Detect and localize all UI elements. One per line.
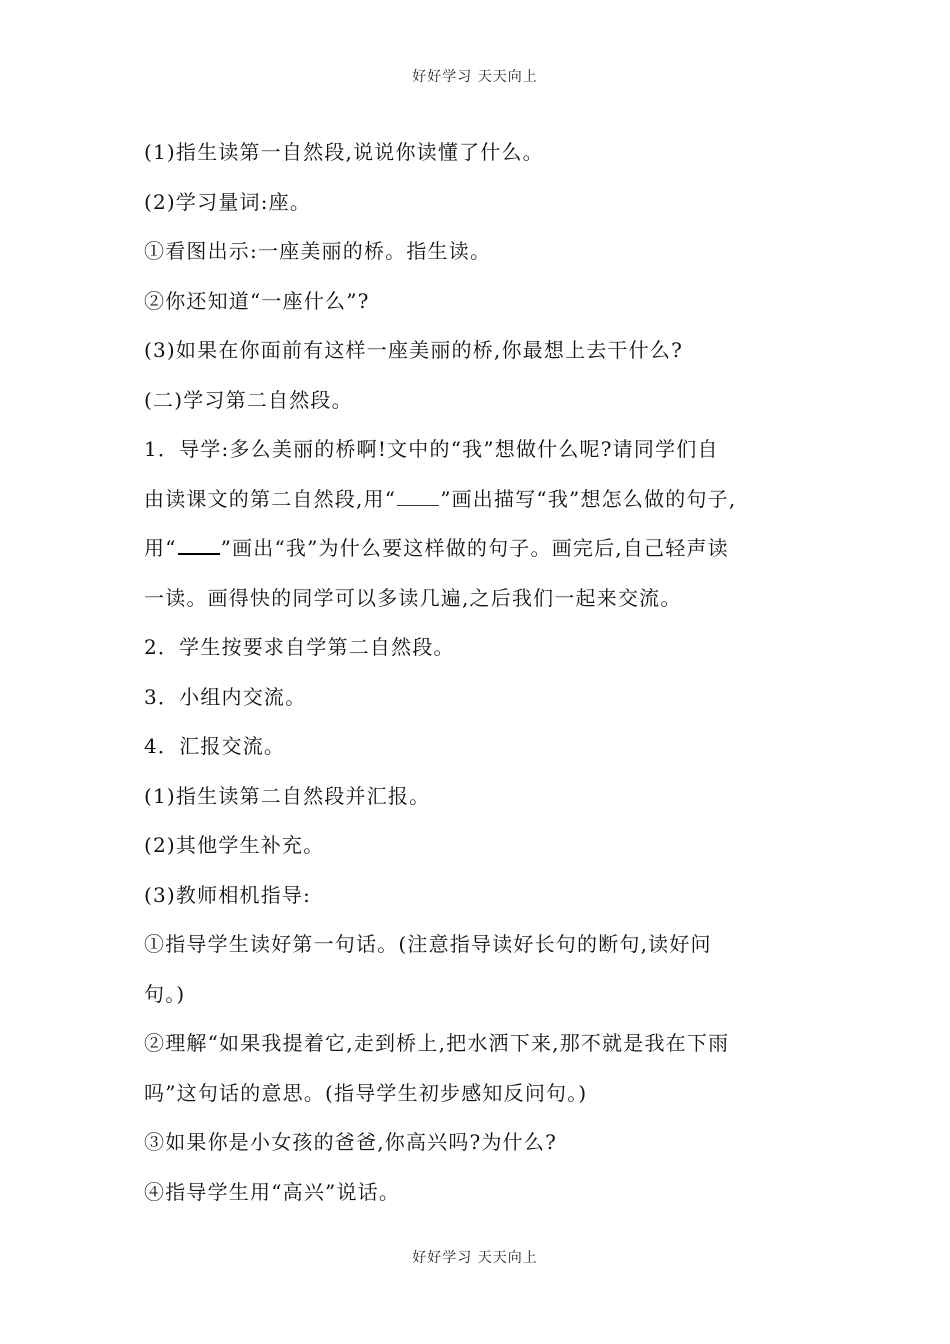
text-line: ②理解“如果我提着它,走到桥上,把水洒下来,那不就是我在下雨 bbox=[144, 1031, 730, 1055]
text-line: (3)教师相机指导: bbox=[144, 882, 312, 907]
text-line: (1)指生读第二自然段并汇报。 bbox=[144, 783, 431, 808]
text-line: 3．小组内交流。 bbox=[144, 684, 307, 709]
document-body bbox=[144, 132, 824, 1221]
section-heading: (二)学习第二自然段。 bbox=[144, 387, 353, 412]
text-line: 一读。画得快的同学可以多读几遍,之后我们一起来交流。 bbox=[144, 585, 682, 610]
text-line: 句。) bbox=[144, 981, 186, 1006]
text-line: (1)指生读第一自然段,说说你读懂了什么。 bbox=[144, 140, 544, 164]
page-header: 好好学习 天天向上 bbox=[412, 69, 538, 85]
text-segment: ”画出描写“我”想怎么做的句子, bbox=[440, 486, 737, 511]
text-line: 1．导学:多么美丽的桥啊!文中的“我”想做什么呢?请同学们自 bbox=[144, 437, 719, 461]
text-line: (3)如果在你面前有这样一座美丽的桥,你最想上去干什么? bbox=[144, 338, 684, 362]
text-line: (2)其他学生补充。 bbox=[144, 833, 325, 857]
text-segment: 用“ bbox=[144, 536, 177, 560]
text-line: ①指导学生读好第一句话。(注意指导读好长句的断句,读好问 bbox=[144, 932, 712, 956]
text-line: (2)学习量词:座。 bbox=[144, 189, 312, 214]
text-segment: ”画出“我”为什么要这样做的句子。画完后,自己轻声读 bbox=[220, 536, 729, 560]
underline-blank bbox=[397, 485, 439, 506]
text-line: ①看图出示:一座美丽的桥。指生读。 bbox=[144, 239, 492, 263]
text-segment: 由读课文的第二自然段,用“ bbox=[144, 486, 397, 511]
text-line: 吗”这句话的意思。(指导学生初步感知反问句。) bbox=[144, 1080, 588, 1105]
text-line bbox=[144, 479, 824, 529]
page-footer: 好好学习 天天向上 bbox=[412, 1250, 538, 1266]
text-line: ②你还知道“一座什么”? bbox=[144, 288, 370, 313]
text-line: ③如果你是小女孩的爸爸,你高兴吗?为什么? bbox=[144, 1130, 558, 1154]
text-line: ④指导学生用“高兴”说话。 bbox=[144, 1179, 401, 1204]
underline-blank bbox=[178, 533, 220, 555]
text-line: 2．学生按要求自学第二自然段。 bbox=[144, 635, 455, 659]
text-line: 4．汇报交流。 bbox=[144, 734, 286, 758]
text-line bbox=[144, 528, 824, 578]
